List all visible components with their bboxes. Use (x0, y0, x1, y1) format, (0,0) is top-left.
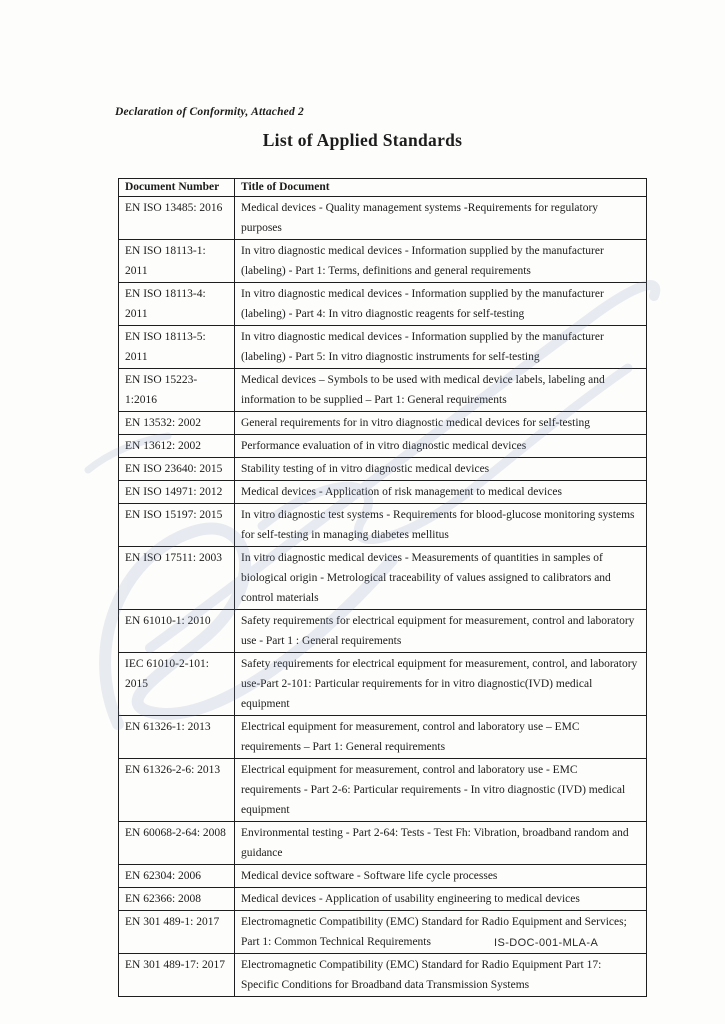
doc-title-cell: Electrical equipment for measurement, control and laboratory use - EMC requirements - Part 2-6: Particular requirements - In vitro diagnostic (IVD) medical equipment (235, 759, 647, 822)
doc-title-cell: Safety requirements for electrical equipment for measurement, control, and laboratory use-Part 2-101: Particular requirements for in vitro diagnostic(IVD) medical equipment (235, 653, 647, 716)
doc-number-cell: EN 13532: 2002 (119, 412, 235, 435)
table-row (119, 412, 647, 435)
doc-title-cell: Safety requirements for electrical equipment for measurement, control and laboratory use - Part 1 : General requirements (235, 610, 647, 653)
doc-number-cell: EN 301 489-1: 2017 (119, 911, 235, 954)
header-note: Declaration of Conformity, Attached 2 (115, 106, 304, 118)
doc-number-cell: EN ISO 17511: 2003 (119, 547, 235, 610)
column-header-document-number: Document Number (119, 179, 235, 197)
table-row (119, 888, 647, 911)
doc-title-cell: General requirements for in vitro diagnostic medical devices for self-testing (235, 412, 647, 435)
doc-number-cell: EN ISO 18113-5: 2011 (119, 326, 235, 369)
table-row (119, 716, 647, 759)
doc-number-cell: EN ISO 18113-1: 2011 (119, 240, 235, 283)
table-row (119, 435, 647, 458)
doc-title-cell: Electrical equipment for measurement, control and laboratory use – EMC requirements – Part 1: General requirements (235, 716, 647, 759)
table-row (119, 911, 647, 954)
table-row (119, 481, 647, 504)
standards-table (118, 178, 647, 997)
table-row (119, 283, 647, 326)
doc-number-cell: EN ISO 13485: 2016 (119, 197, 235, 240)
table-row (119, 547, 647, 610)
doc-title-cell: In vitro diagnostic test systems - Requirements for blood-glucose monitoring systems for self-testing in managing diabetes mellitus (235, 504, 647, 547)
doc-title-cell: In vitro diagnostic medical devices - Information supplied by the manufacturer (labeling) - Part 1: Terms, definitions and general requirements (235, 240, 647, 283)
doc-title-cell: Medical devices - Quality management systems -Requirements for regulatory purposes (235, 197, 647, 240)
doc-number-cell: EN 62366: 2008 (119, 888, 235, 911)
table-row (119, 369, 647, 412)
doc-number-cell: EN ISO 15223-1:2016 (119, 369, 235, 412)
doc-number-cell: EN ISO 23640: 2015 (119, 458, 235, 481)
doc-title-cell: Medical device software - Software life cycle processes (235, 865, 647, 888)
doc-number-cell: EN 301 489-17: 2017 (119, 954, 235, 997)
doc-title-cell: In vitro diagnostic medical devices - Information supplied by the manufacturer (labeling) - Part 5: In vitro diagnostic instruments for self-testing (235, 326, 647, 369)
doc-number-cell: EN 60068-2-64: 2008 (119, 822, 235, 865)
table-row (119, 759, 647, 822)
doc-title-cell: Electromagnetic Compatibility (EMC) Standard for Radio Equipment and Services; Part 1: Common Technical Requirements (235, 911, 647, 954)
doc-number-cell: EN 61010-1: 2010 (119, 610, 235, 653)
table-row (119, 610, 647, 653)
doc-title-cell: In vitro diagnostic medical devices - Information supplied by the manufacturer (labeling) - Part 4: In vitro diagnostic reagents for self-testing (235, 283, 647, 326)
doc-number-cell: EN ISO 14971: 2012 (119, 481, 235, 504)
standards-table-body (119, 197, 647, 997)
doc-number-cell: EN 61326-1: 2013 (119, 716, 235, 759)
table-row (119, 865, 647, 888)
doc-number-cell: EN ISO 18113-4: 2011 (119, 283, 235, 326)
doc-number-cell: IEC 61010-2-101: 2015 (119, 653, 235, 716)
doc-title-cell: Environmental testing - Part 2-64: Tests - Test Fh: Vibration, broadband random and guidance (235, 822, 647, 865)
page-title: List of Applied Standards (262, 130, 463, 150)
doc-title-cell: Performance evaluation of in vitro diagnostic medical devices (235, 435, 647, 458)
table-row (119, 197, 647, 240)
table-row (119, 653, 647, 716)
doc-title-cell: Stability testing of in vitro diagnostic medical devices (235, 458, 647, 481)
doc-number-cell: EN ISO 15197: 2015 (119, 504, 235, 547)
doc-title-cell: Medical devices - Application of risk management to medical devices (235, 481, 647, 504)
doc-title-cell: Medical devices – Symbols to be used with medical device labels, labeling and information to be supplied – Part 1: General requirements (235, 369, 647, 412)
column-header-title-of-document: Title of Document (235, 179, 647, 197)
doc-number-cell: EN 61326-2-6: 2013 (119, 759, 235, 822)
table-row (119, 240, 647, 283)
doc-number-cell: EN 13612: 2002 (119, 435, 235, 458)
table-header-row (119, 179, 647, 197)
doc-title-cell: In vitro diagnostic medical devices - Measurements of quantities in samples of biological origin - Metrological traceability of values assigned to calibrators and control materials (235, 547, 647, 610)
table-row (119, 458, 647, 481)
doc-number-cell: EN 62304: 2006 (119, 865, 235, 888)
table-row (119, 504, 647, 547)
table-row (119, 326, 647, 369)
footer-document-code: IS-DOC-001-MLA-A (494, 937, 599, 949)
table-row (119, 822, 647, 865)
doc-title-cell: Electromagnetic Compatibility (EMC) Standard for Radio Equipment Part 17: Specific Conditions for Broadband data Transmission Systems (235, 954, 647, 997)
doc-title-cell: Medical devices - Application of usability engineering to medical devices (235, 888, 647, 911)
table-row (119, 954, 647, 997)
